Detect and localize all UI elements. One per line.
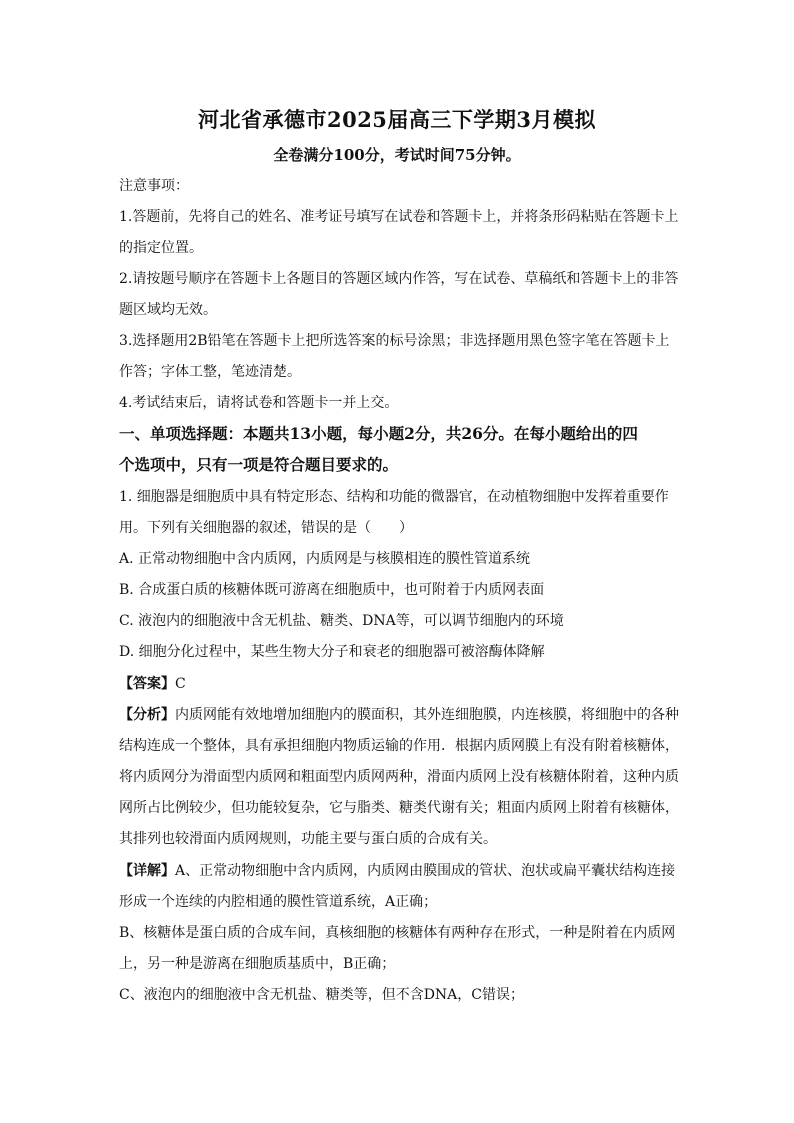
answer-label: 【答案】	[119, 676, 175, 692]
analysis-label: 【分析】	[119, 707, 175, 723]
analysis-line-4: 网所占比例较少，但功能较复杂，它与脂类、糖类代谢有关；粗面内质网上附着有核糖体，	[119, 800, 679, 816]
notice-heading: 注意事项：	[119, 178, 189, 194]
notice-item-3-line-2: 作答；字体工整，笔迹清楚。	[119, 364, 301, 380]
notice-item-2-line-2: 题区域均无效。	[119, 302, 217, 318]
section-heading-line-1: 一、单项选择题：本题共13小题，每小题2分，共26分。在每小题给出的四	[119, 424, 638, 443]
question-1-stem-line-1: 1. 细胞器是细胞质中具有特定形态、结构和功能的微器官，在动植物细胞中发挥着重要作	[119, 489, 669, 505]
analysis-line-5: 其排列也较滑面内质网规则，功能主要与蛋白质的合成有关。	[119, 831, 497, 847]
analysis-line-3: 将内质网分为滑面型内质网和粗面型内质网两种，滑面内质网上没有核糖体附着，这种内质	[119, 769, 679, 785]
question-1-option-c: C. 液泡内的细胞液中含无机盐、糖类、DNA等，可以调节细胞内的环境	[119, 613, 564, 629]
section-heading-line-2: 个选项中，只有一项是符合题目要求的。	[119, 455, 399, 474]
detail-text-a1: A、正常动物细胞中含内质网，内质网由膜围成的管状、泡状或扁平囊状结构连接	[175, 863, 676, 879]
notice-item-1-line-2: 的指定位置。	[119, 240, 203, 256]
question-1-stem-line-2: 用。下列有关细胞器的叙述，错误的是（ ）	[119, 520, 413, 536]
answer-line	[119, 674, 679, 694]
notice-item-3-line-1: 3.选择题用2B铅笔在答题卡上把所选答案的标号涂黑；非选择题用黑色签字笔在答题卡上	[119, 333, 670, 349]
question-1-option-d: D. 细胞分化过程中，某些生物大分子和衰老的细胞器可被溶酶体降解	[119, 644, 545, 660]
page-subtitle: 全卷满分100分，考试时间75分钟。	[273, 146, 521, 164]
analysis-text-1: 内质网能有效地增加细胞内的膜面积，其外连细胞膜，内连核膜，将细胞中的各种	[175, 707, 679, 723]
page-title: 河北省承德市2025届高三下学期3月模拟	[197, 107, 597, 132]
detail-line-3: B、核糖体是蛋白质的合成车间，真核细胞的核糖体有两种存在形式，一种是附着在内质网	[119, 925, 676, 941]
analysis-line-2: 结构连成一个整体，具有承担细胞内物质运输的作用．根据内质网膜上有没有附着核糖体，	[119, 738, 679, 754]
notice-item-2-line-1: 2.请按题号顺序在答题卡上各题目的答题区域内作答，写在试卷、草稿纸和答题卡上的非答	[119, 271, 679, 287]
detail-line-4: 上，另一种是游离在细胞质基质中，B正确；	[119, 956, 396, 972]
notice-item-4: 4.考试结束后，请将试卷和答题卡一并上交。	[119, 395, 399, 411]
answer-value: C	[175, 676, 186, 692]
notice-item-1-line-1: 1.答题前，先将自己的姓名、准考证号填写在试卷和答题卡上，并将条形码粘贴在答题卡上	[119, 209, 679, 225]
analysis-line-1	[119, 705, 679, 725]
detail-line-1	[119, 861, 679, 881]
detail-line-2: 形成一个连续的内腔相通的膜性管道系统，A正确；	[119, 894, 438, 910]
detail-line-5: C、液泡内的细胞液中含无机盐、糖类等，但不含DNA，C错误；	[119, 987, 525, 1003]
detail-label: 【详解】	[119, 863, 175, 879]
question-1-option-a: A. 正常动物细胞中含内质网，内质网是与核膜相连的膜性管道系统	[119, 551, 531, 567]
question-1-option-b: B. 合成蛋白质的核糖体既可游离在细胞质中，也可附着于内质网表面	[119, 582, 545, 598]
